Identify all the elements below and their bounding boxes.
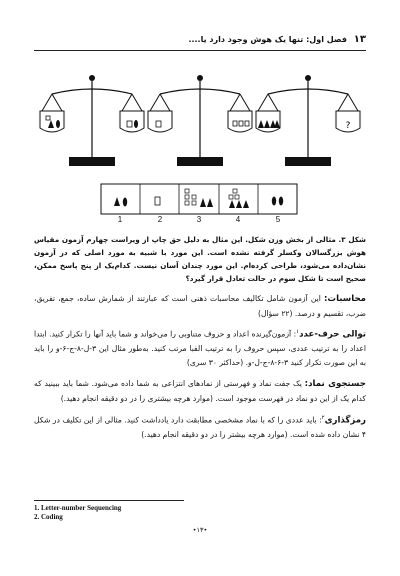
unknown-weight-question-mark: ? — [345, 121, 351, 131]
paragraph-coding — [34, 412, 366, 442]
page-number: ۱۳ — [353, 34, 366, 45]
header-rule — [34, 50, 366, 51]
footnote-2: 2. Coding — [34, 513, 63, 521]
footnote-marker-2[interactable]: ۲ — [321, 415, 325, 421]
option-label-4: 4 — [235, 215, 241, 224]
footnote-rule — [34, 500, 184, 501]
option-5-shapes — [272, 197, 283, 206]
option-label-3: 3 — [196, 215, 202, 224]
option-2-shapes — [155, 197, 160, 205]
term-arithmetic: محاسبات: — [324, 294, 366, 304]
paragraph-symbol-search-text: یک جفت نماد و فهرستی از نمادهای انتزاعی به شما داده می‌شود. شما باید ببینید که کدام یک از این دو نماد در فهرست موجود است. (موارد هرچه بیشتری را در دو دقیقه انجام دهید.) — [34, 379, 366, 403]
paragraph-arithmetic-text: این آزمون شامل تکالیف محاسبات ذهنی است که عبارتند از شمارش ساده، جمع، تفریق، ضرب، تقسیم و درصد. (۲۲ سؤال) — [34, 294, 366, 318]
option-label-5: 5 — [275, 215, 281, 224]
option-label-1: 1 — [117, 215, 123, 224]
option-1-shapes — [114, 197, 127, 207]
page-footer-number: •۱۳• — [192, 526, 208, 534]
option-4-shapes — [229, 189, 249, 208]
option-3-shapes — [185, 189, 213, 207]
chapter-title: فصل اول: تنها یک هوش وجود دارد یا.... — [188, 35, 347, 44]
figure-caption: شکل ۳. مثالی از بخش وزن شکل. این مثال به دلیل حق چاپ از ویراست چهارم آزمون مقیاس هوش بزرگسالان وکسلر گرفته نشده است. این مورد با شبیه به مورد اصلی که در آزمون نشان‌داده می‌شود، طراحی کرده‌ام. این مورد چندان آسان نیست. کدام‌یک از پنج پاسخ ممکن، صحیح است تا شکل سوم در حالت تعادل قرار گیرد؟ — [34, 235, 367, 283]
balance-scale-3 — [256, 75, 360, 166]
footnote-marker-1[interactable]: ۱ — [296, 329, 300, 335]
paragraph-coding-text: : باید عددی را که با نماد مشخصی مطابقت دارد یادداشت کنید. مثالی از این تکلیف در شکل ۴ نشان داده شده است. (موارد هرچه بیشتر را در دو دقیقه انجام دهید.) — [34, 415, 366, 440]
option-label-2: 2 — [157, 215, 163, 224]
paragraph-letter-number-text: : آزمون‌گیرنده اعداد و حروف متناوبی را می‌خواند و شما باید آنها را تکرار کنید. ابتدا اعداد را به ترتیب عددی، سپس حروف را به ترتیب الفبا مرتب کنید. به‌طور مثال این ۳-ل-۸-ج-۶-و را باید به این صورت تکرار کنید ۳-۶-۸-ج-ل-و. (حداکثر ۳۰ سری) — [34, 329, 366, 367]
paragraph-letter-number — [34, 326, 366, 369]
footnote-1: 1. Letter-number Sequencing — [34, 504, 122, 512]
term-coding: رمزگذاری — [324, 415, 366, 426]
balance-scales-figure — [34, 64, 366, 224]
footnotes — [34, 504, 121, 522]
term-symbol-search: جستجوی نماد: — [304, 379, 366, 389]
term-letter-number: توالی حرف-عدد — [299, 329, 367, 340]
balance-scale-2 — [148, 75, 252, 166]
balance-scale-1 — [40, 75, 144, 166]
paragraph-symbol-search — [34, 377, 366, 405]
answer-options — [101, 184, 297, 214]
running-header — [34, 34, 366, 45]
paragraph-arithmetic — [34, 292, 366, 320]
